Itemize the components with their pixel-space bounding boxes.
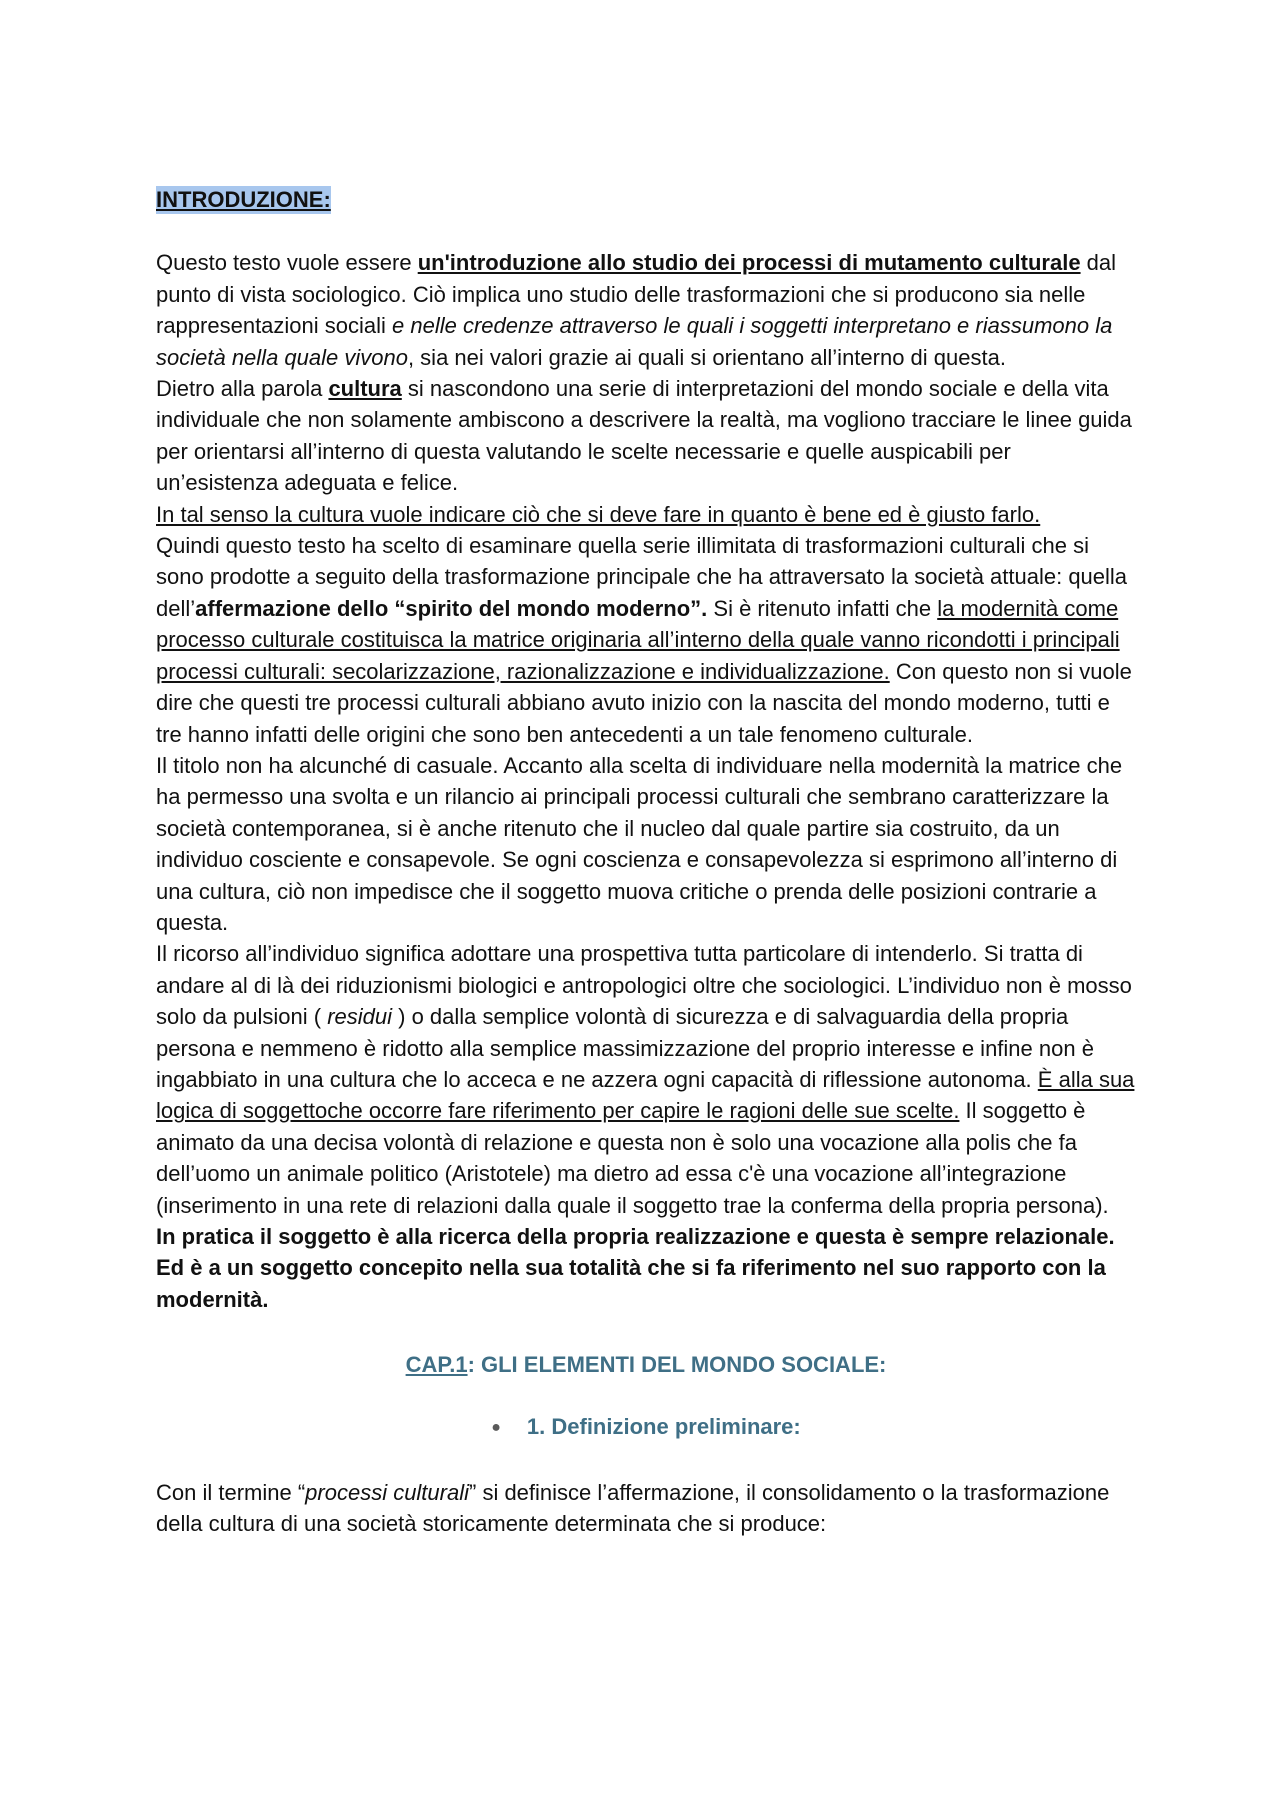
section-title: 1. Definizione preliminare: xyxy=(526,1413,801,1439)
paragraph-3 xyxy=(156,499,1136,530)
text-run: Quindi questo testo ha scelto di esaminare quella serie illimitata di trasformazioni culturali che si sono prodotte a seguito della trasformazione principale che ha attraversato la società attuale: quella dell’ xyxy=(156,533,1128,621)
paragraph-1 xyxy=(156,247,1136,373)
chapter-heading xyxy=(156,1349,1136,1380)
text-run: Dietro alla parola xyxy=(156,376,329,402)
text-run: Il ricorso all’individuo significa adottare una prospettiva tutta particolare di intenderlo. Si tratta di andare al di là dei riduzionismi biologici e antropologici oltre che sociologici. L’individuo non è mosso solo da pulsioni ( xyxy=(156,941,1132,1030)
chapter-link[interactable]: CAP.1 xyxy=(405,1352,468,1378)
text-run-underline: la modernità come processo culturale costituisca la matrice originaria all’interno della quale vanno ricondotti i principali processi culturali: secolarizzazione, razionalizzazione e individualizzazione. xyxy=(156,595,1120,684)
text-run: Questo testo vuole essere xyxy=(156,250,418,276)
heading-introduzione: INTRODUZIONE: xyxy=(156,187,331,212)
text-run-bold-underline: cultura xyxy=(328,376,402,402)
section-heading xyxy=(156,1411,1136,1443)
document-body xyxy=(156,184,1136,1540)
paragraph-6 xyxy=(156,938,1136,1221)
text-run: Il soggetto è animato da una decisa volontà di relazione e questa non è solo una vocazione alla polis che fa dell’uomo un animale politico (Aristotele) ma dietro ad essa c'è una vocazione all’integrazione (inserimento in una rete di relazioni dalla quale il soggetto trae la conferma della propria persona). xyxy=(156,1098,1109,1218)
text-run-italic: processi culturali xyxy=(305,1480,469,1506)
text-run-underline: In tal senso la cultura vuole indicare ciò che si deve fare in quanto è bene ed è giusto farlo. xyxy=(156,501,1041,527)
heading-line xyxy=(156,184,1136,215)
text-run: dal punto di vista sociologico. Ciò implica uno studio delle trasformazioni che si producono sia nelle rappresentazioni sociali xyxy=(156,250,1117,339)
text-run: si nascondono una serie di interpretazioni del mondo sociale e della vita individuale che non solamente ambiscono a descrivere la realtà, ma vogliono tracciare le linee guida per orientarsi all’interno di questa valutando le scelte necessarie e quelle auspicabili per un’esistenza adeguata e felice. xyxy=(156,376,1132,496)
chapter-title: : GLI ELEMENTI DEL MONDO SOCIALE: xyxy=(467,1352,887,1378)
text-run-underline: È alla sua logica di soggettoche occorre fare riferimento per capire le ragioni delle sue scelte. xyxy=(156,1066,1135,1124)
text-run: ” si definisce l’affermazione, il consolidamento o la trasformazione della cultura di una società storicamente determinata che si produce: xyxy=(156,1480,1110,1537)
paragraph-8 xyxy=(156,1477,1136,1540)
bullet-icon: ● xyxy=(491,1418,501,1436)
text-run: Con questo non si vuole dire che questi tre processi culturali abbiano avuto inizio con la nascita del mondo moderno, tutti e tre hanno infatti delle origini che sono ben antecedenti a un tale fenomeno culturale. xyxy=(156,658,1132,747)
text-run: ) o dalla semplice volontà di sicurezza e di salvaguardia della propria persona e nemmeno è ridotto alla semplice massimizzazione del proprio interesse e infine non è ingabbiato in una cultura che lo acceca e ne azzera ogni capacità di riflessione autonoma. xyxy=(156,1004,1094,1092)
text-run: Con il termine “ xyxy=(156,1480,306,1506)
text-run: , sia nei valori grazie ai quali si orientano all’interno di questa. xyxy=(407,344,1006,370)
text-run-bold-underline: un'introduzione allo studio dei processi di mutamento culturale xyxy=(417,250,1081,276)
paragraph-2 xyxy=(156,373,1136,499)
text-run: Si è ritenuto infatti che xyxy=(707,595,938,621)
paragraph-7-bold: In pratica il soggetto è alla ricerca della propria realizzazione e questa è sempre relazionale. Ed è a un soggetto concepito nella sua totalità che si fa riferimento nel suo rapporto con la modernità. xyxy=(156,1224,1115,1312)
paragraph-4 xyxy=(156,530,1136,750)
text-run-bold: affermazione dello “spirito del mondo moderno”. xyxy=(195,595,708,621)
paragraph-5: Il titolo non ha alcunché di casuale. Accanto alla scelta di individuare nella modernità la matrice che ha permesso una svolta e un rilancio ai principali processi culturali che sembrano caratterizzare la società contemporanea, si è anche ritenuto che il nucleo dal quale partire sia costruito, da un individuo cosciente e consapevole. Se ogni coscienza e consapevolezza si esprimono all’interno di una cultura, ciò non impedisce che il soggetto muova critiche o prenda delle posizioni contrarie a questa. xyxy=(156,752,1123,935)
text-run-italic: residui xyxy=(327,1004,393,1030)
text-run-italic: e nelle credenze attraverso le quali i soggetti interpretano e riassumono la società nella quale vivono xyxy=(156,313,1113,370)
spacer xyxy=(156,215,1136,247)
